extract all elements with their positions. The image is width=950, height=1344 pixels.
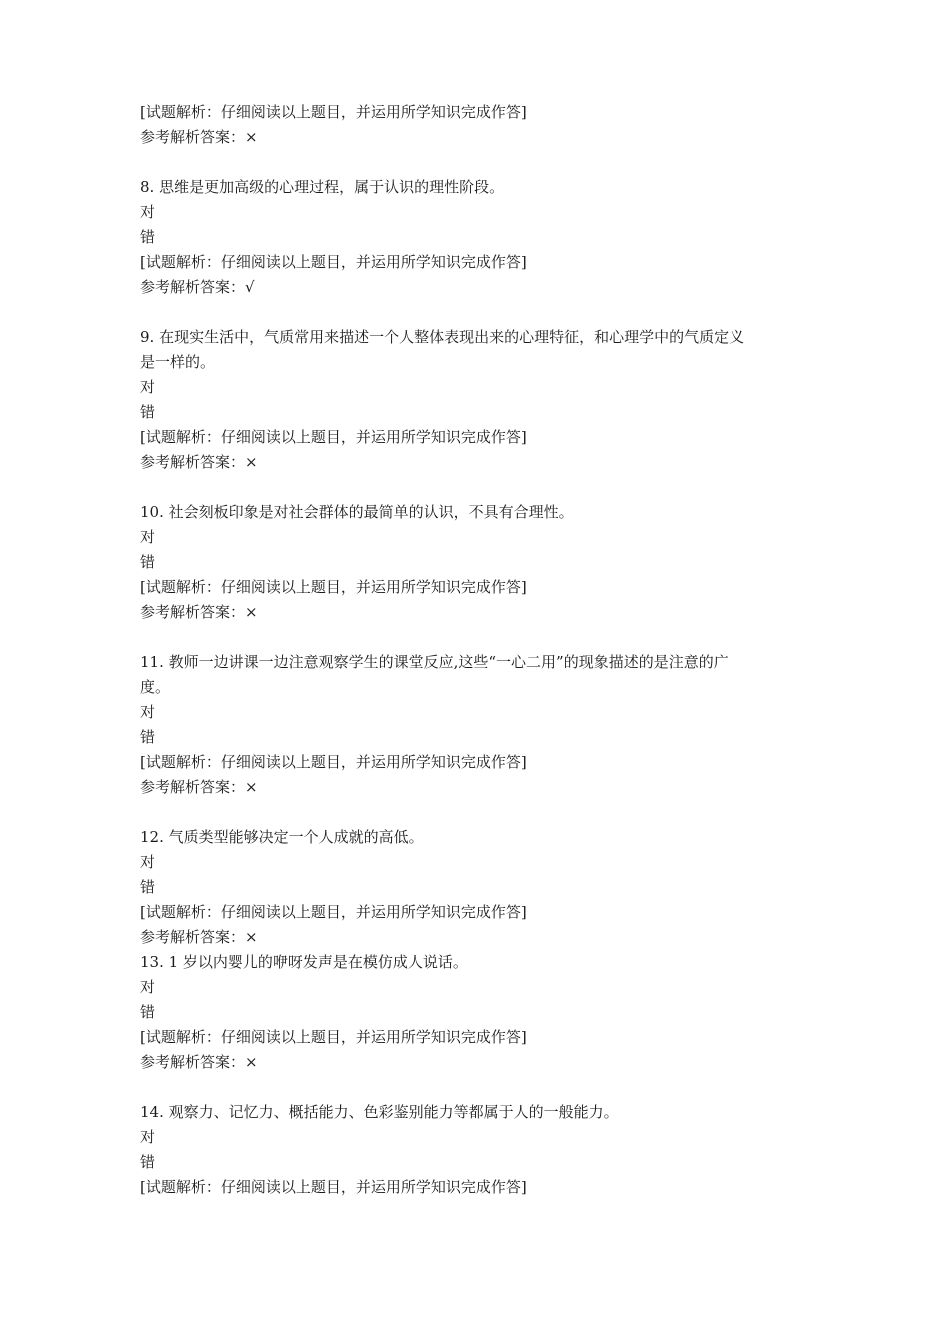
spacer — [140, 625, 830, 650]
reference-answer: 参考解析答案：× — [140, 1053, 258, 1071]
reference-answer: 参考解析答案：× — [140, 778, 258, 796]
option-true: 对 — [140, 378, 156, 396]
option-false: 错 — [140, 553, 156, 571]
question-11-text-cont: 度。 — [140, 678, 171, 696]
spacer — [140, 150, 830, 175]
reference-answer: 参考解析答案：√ — [140, 278, 255, 296]
option-false: 错 — [140, 728, 156, 746]
reference-answer: 参考解析答案：× — [140, 928, 258, 946]
option-true: 对 — [140, 853, 156, 871]
question-13-text: 13. 1 岁以内婴儿的咿呀发声是在模仿成人说话。 — [140, 953, 468, 971]
reference-answer: 参考解析答案：× — [140, 603, 258, 621]
question-12-text: 12. 气质类型能够决定一个人成就的高低。 — [140, 828, 424, 846]
question-9-text: 9. 在现实生活中，气质常用来描述一个人整体表现出来的心理特征，和心理学中的气质定义 — [140, 328, 745, 346]
question-8-text: 8. 思维是更加高级的心理过程，属于认识的理性阶段。 — [140, 178, 505, 196]
analysis-hint: [试题解析：仔细阅读以上题目，并运用所学知识完成作答] — [140, 1028, 527, 1046]
analysis-hint: [试题解析：仔细阅读以上题目，并运用所学知识完成作答] — [140, 753, 527, 771]
question-9-text-cont: 是一样的。 — [140, 353, 216, 371]
spacer — [140, 1075, 830, 1100]
document-page — [140, 100, 830, 1200]
analysis-hint: [试题解析：仔细阅读以上题目，并运用所学知识完成作答] — [140, 903, 527, 921]
analysis-hint: [试题解析：仔细阅读以上题目，并运用所学知识完成作答] — [140, 428, 527, 446]
option-false: 错 — [140, 228, 156, 246]
option-true: 对 — [140, 528, 156, 546]
option-false: 错 — [140, 1153, 156, 1171]
spacer — [140, 300, 830, 325]
spacer — [140, 800, 830, 825]
question-10-text: 10. 社会刻板印象是对社会群体的最简单的认识，不具有合理性。 — [140, 503, 574, 521]
option-false: 错 — [140, 403, 156, 421]
analysis-hint: [试题解析：仔细阅读以上题目，并运用所学知识完成作答] — [140, 578, 527, 596]
reference-answer: 参考解析答案：× — [140, 453, 258, 471]
option-true: 对 — [140, 203, 156, 221]
analysis-hint: [试题解析：仔细阅读以上题目，并运用所学知识完成作答] — [140, 253, 527, 271]
analysis-hint: [试题解析：仔细阅读以上题目，并运用所学知识完成作答] — [140, 103, 527, 121]
spacer — [140, 475, 830, 500]
analysis-hint: [试题解析：仔细阅读以上题目，并运用所学知识完成作答] — [140, 1178, 527, 1196]
option-true: 对 — [140, 1128, 156, 1146]
option-false: 错 — [140, 1003, 156, 1021]
option-false: 错 — [140, 878, 156, 896]
option-true: 对 — [140, 978, 156, 996]
question-14-text: 14. 观察力、记忆力、概括能力、色彩鉴别能力等都属于人的一般能力。 — [140, 1103, 619, 1121]
reference-answer: 参考解析答案：× — [140, 128, 258, 146]
option-true: 对 — [140, 703, 156, 721]
question-11-text: 11. 教师一边讲课一边注意观察学生的课堂反应,这些“一心二用”的现象描述的是注意的广 — [140, 653, 729, 671]
